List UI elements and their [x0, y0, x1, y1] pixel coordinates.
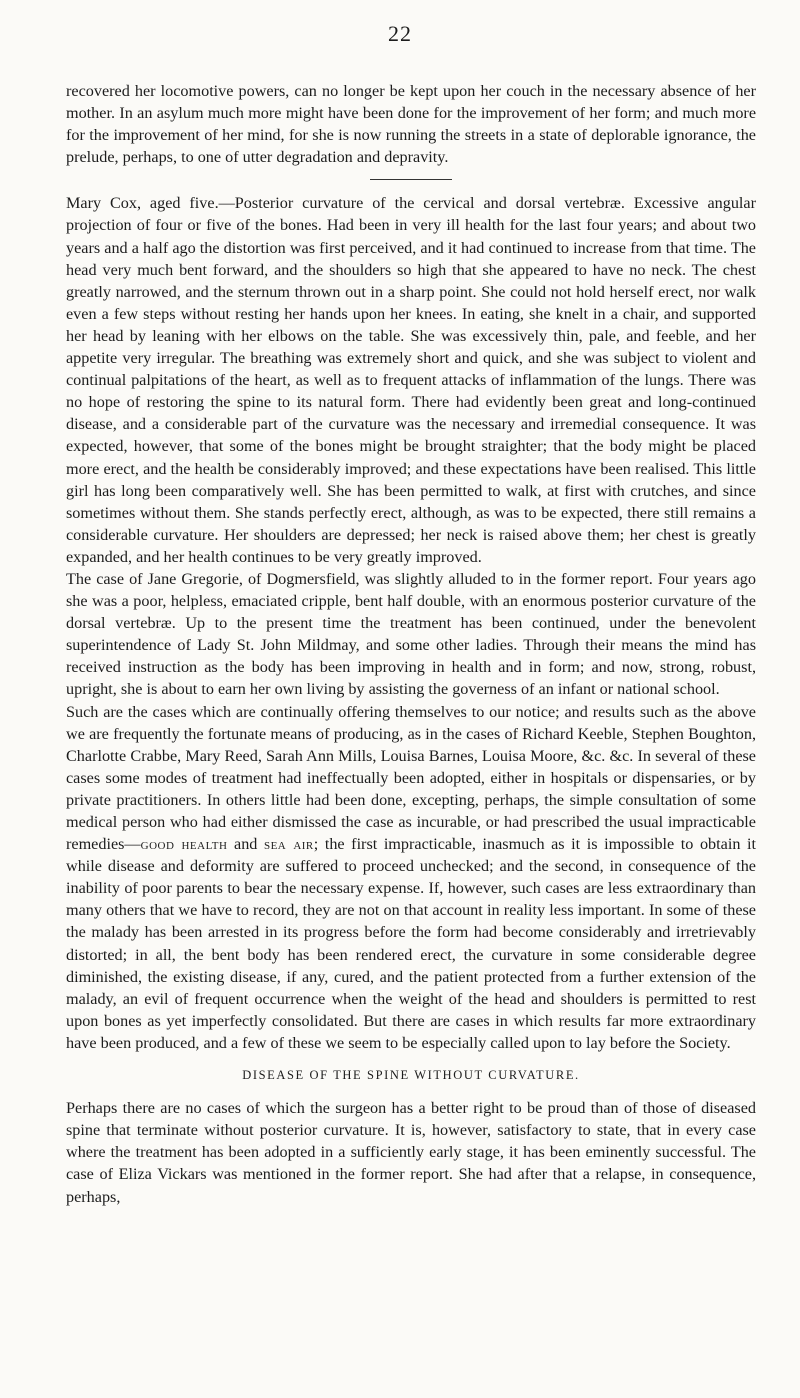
- section-divider: [370, 179, 452, 180]
- paragraph-text-part: and: [227, 835, 264, 854]
- page-number: 22: [388, 21, 412, 46]
- paragraph-text-part: Such are the cases which are continually offering themselves to our notice; and results such as the above we are frequently the fortunate means of producing, as in the cases of Richard Keeble, Stephen Boughton, Charlotte Crabbe, Mary Reed, Sarah Ann Mills, Louisa Barnes, Louisa Moore, &c. &c. In several of these cases some modes of treatment had ineffectually been adopted, either in hospitals or dispensaries, or by private practitioners. In others little had been done, excepting, perhaps, the simple consultation of some medical person who had either dismissed the case as incurable, or had prescribed the usual impracticable remedies—: [66, 702, 756, 854]
- sea-air-phrase: sea air: [263, 835, 314, 854]
- paragraph-mary-cox: Mary Cox, aged five.—Posterior curvature of the cervical and dorsal vertebræ. Excessive angular projection of four or five of the bones. Had been in very ill health for the last four years; and about two years and a half ago the distortion was first perceived, and it had continued to increase from that time. The head very much bent forward, and the shoulders so high that she appeared to have no neck. The chest greatly narrowed, and the sternum thrown out in a sharp point. She could not hold herself erect, nor walk even a few steps without resting her hands upon her knees. In eating, she knelt in a chair, and supported her head by leaning with her elbows on the table. She was excessively thin, pale, and feeble, and her appetite very irregular. The breathing was extremely short and quick, and she was subject to violent and continual palpitations of the heart, as well as to frequent attacks of inflammation of the lungs. There was no hope of restoring the spine to its natural form. There had evidently been great and long-continued disease, and a considerable part of the curvature was the necessary and irremedial consequence. It was expected, however, that some of the bones might be brought straighter; that the body might be placed more erect, and the health be considerably improved; and these expectations have been realised. This little girl has long been comparatively well. She has been permitted to walk, at first with crutches, and since sometimes without them. She stands perfectly erect, although, as was to be expected, there still remains a considerable curvature. Her shoulders are depressed; her neck is raised above them; her chest is greatly expanded, and her health continues to be very greatly improved.: [66, 194, 756, 566]
- paragraph-jane-gregorie: The case of Jane Gregorie, of Dogmersfield, was slightly alluded to in the former report. Four years ago she was a poor, helpless, emaciated cripple, bent half double, with an enormous posterior curvature of the dorsal vertebræ. Up to the present time the treatment has been continued, under the benevolent superintendence of Lady St. John Mildmay, and some other ladies. Through their means the mind has received instruction as the body has been improving in health and in form; and now, strong, robust, upright, she is about to earn her own living by assisting the governess of an infant or national school.: [66, 569, 756, 699]
- paragraph-diseased-spine: Perhaps there are no cases of which the surgeon has a better right to be proud than of those of diseased spine that terminate without posterior curvature. It is, however, satisfactory to state, that in every case where the treatment has been adopted in a sufficiently early stage, it has been eminently successful. The case of Eliza Vickars was mentioned in the former report. She had after that a relapse, in consequence, perhaps,: [66, 1099, 756, 1206]
- section-heading: DISEASE OF THE SPINE WITHOUT CURVATURE.: [242, 1068, 580, 1083]
- paragraph-continuation: recovered her locomotive powers, can no longer be kept upon her couch in the necessary absence of her mother. In an asylum much more might have been done for the improvement of her form; and much more for the improvement of her mind, for she is now running the streets in a state of deplorable ignorance, the prelude, perhaps, to one of utter degradation and depravity.: [66, 82, 756, 167]
- body-text: [66, 80, 756, 1208]
- paragraph-text-part: ; the first impracticable, inasmuch as it is impossible to obtain it while disease and deformity are suffered to proceed unchecked; and the second, in consequence of the inability of poor parents to bear the necessary expense. If, however, such cases are less extraordinary than many others that we have to record, they are not on that account in reality less important. In some of these the malady has been arrested in its progress before the form had become considerably and irretrievably distorted; in all, the bent body has been rendered erect, the curvature in some considerable degree diminished, the existing disease, if any, cured, and the patient protected from a further extension of the malady, an evil of frequent occurrence when the weight of the head and shoulders is permitted to rest upon bones as yet imperfectly consolidated. But there are cases in which results far more extraordinary have been produced, and a few of these we seem to be especially called upon to lay before the Society.: [66, 835, 756, 1052]
- good-health-phrase: good health: [140, 835, 228, 854]
- paragraph-such-are-the-cases: [66, 701, 756, 1055]
